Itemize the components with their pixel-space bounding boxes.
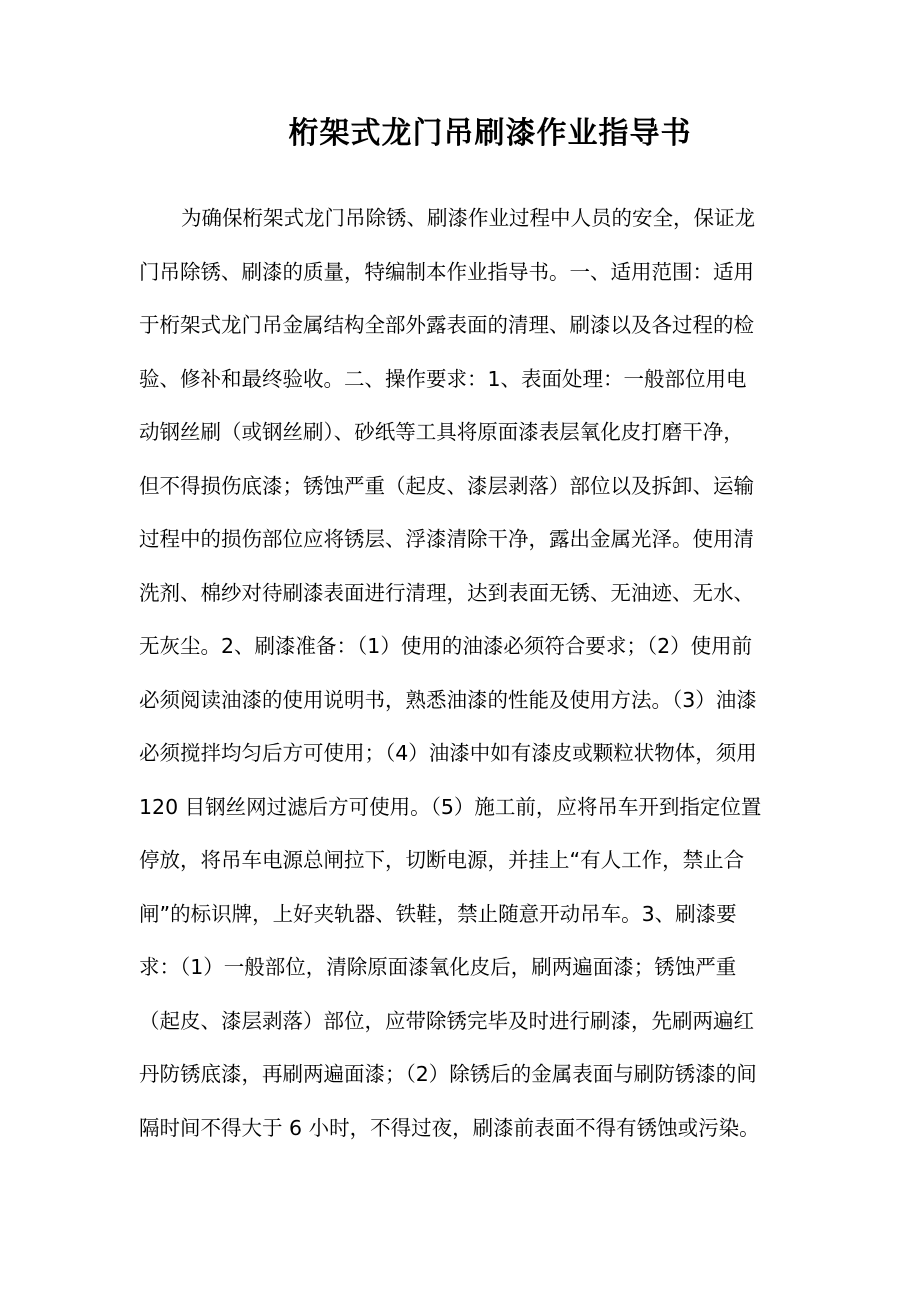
body-line: 隔时间不得大于 6 小时，不得过夜，刷漆前表面不得有锈蚀或污染。 bbox=[139, 1115, 760, 1140]
body-line: 洗剂、棉纱对待刷漆表面进行清理，达到表面无锈、无油迹、无水、 bbox=[139, 580, 754, 605]
body-line: 必须阅读油漆的使用说明书，熟悉油漆的性能及使用方法。（3）油漆 bbox=[139, 687, 757, 712]
body-line: 门吊除锈、刷漆的质量，特编制本作业指导书。一、适用范围：适用 bbox=[139, 259, 754, 284]
body-line: 停放，将吊车电源总闸拉下，切断电源，并挂上“有人工作，禁止合 bbox=[139, 848, 745, 872]
body-line: 丹防锈底漆，再刷两遍面漆；（2）除锈后的金属表面与刷防锈漆的间 bbox=[139, 1062, 757, 1086]
body-line: 动钢丝刷（或钢丝刷）、砂纸等工具将原面漆表层氧化皮打磨干净， bbox=[139, 420, 744, 444]
body-line: 验、修补和最终验收。二、操作要求：1、表面处理：一般部位用电 bbox=[139, 366, 747, 391]
body-line: （起皮、漆层剥落）部位，应带除锈完毕及时进行刷漆，先刷两遍红 bbox=[139, 1008, 754, 1033]
body-line: 过程中的损伤部位应将锈层、浮漆清除干净，露出金属光泽。使用清 bbox=[139, 527, 754, 551]
document-body bbox=[139, 192, 811, 1155]
body-line: 求：（1）一般部位，清除原面漆氧化皮后，刷两遍面漆；锈蚀严重 bbox=[139, 955, 737, 979]
body-line: 闸”的标识牌，上好夹轨器、铁鞋，禁止随意开动吊车。3、刷漆要 bbox=[139, 901, 737, 926]
document-title: 桁架式龙门吊刷漆作业指导书 bbox=[288, 116, 692, 151]
body-line: 为确保桁架式龙门吊除锈、刷漆作业过程中人员的安全，保证龙 bbox=[181, 206, 755, 230]
body-line: 但不得损伤底漆；锈蚀严重（起皮、漆层剥落）部位以及拆卸、运输 bbox=[139, 473, 754, 498]
body-line: 于桁架式龙门吊金属结构全部外露表面的清理、刷漆以及各过程的检 bbox=[139, 313, 754, 337]
body-line: 120 目钢丝网过滤后方可使用。（5）施工前，应将吊车开到指定位置 bbox=[139, 794, 762, 819]
body-line: 必须搅拌均匀后方可使用；（4）油漆中如有漆皮或颗粒状物体，须用 bbox=[139, 741, 757, 765]
body-line: 无灰尘。2、刷漆准备：（1）使用的油漆必须符合要求；（2）使用前 bbox=[139, 634, 753, 658]
